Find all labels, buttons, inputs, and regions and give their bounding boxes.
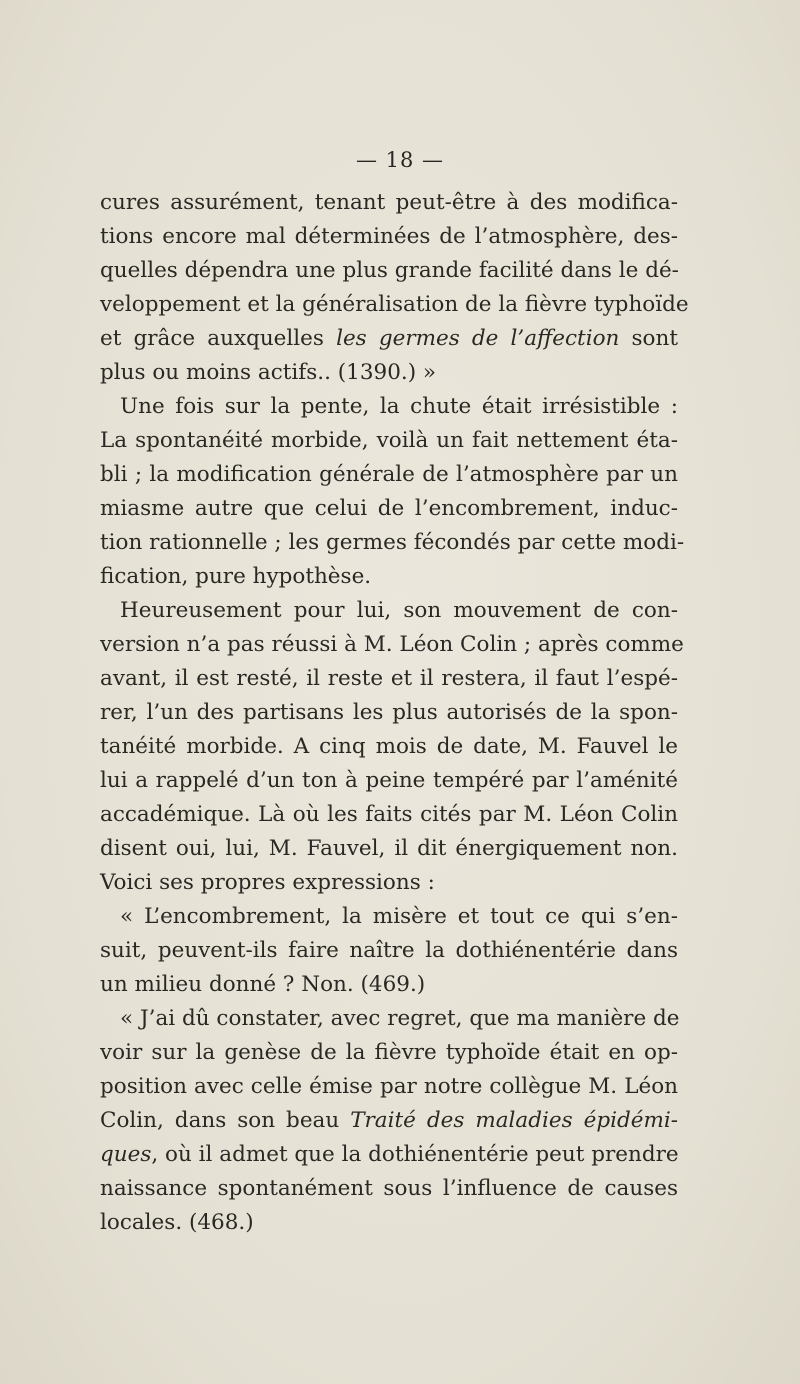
text-line: disent oui, lui, M. Fauvel, il dit énergiquement non. xyxy=(100,836,678,861)
text-line: locales. (468.) xyxy=(100,1210,254,1235)
text-run: sont xyxy=(619,326,678,351)
text-line: tanéité morbide. A cinq mois de date, M. Fauvel le xyxy=(100,734,678,759)
text-line: tions encore mal déterminées de l’atmosphère, des- xyxy=(100,224,678,249)
text-line: version n’a pas réussi à M. Léon Colin ; après comme xyxy=(100,632,684,657)
text-run: Colin, dans son beau xyxy=(100,1108,351,1133)
paragraph-first-line: Heureusement pour lui, son mouvement de con- xyxy=(120,598,678,623)
paragraph-first-line: Une fois sur la pente, la chute était irrésistible : xyxy=(120,394,678,419)
text-line: suit, peuvent-ils faire naître la dothiénentérie dans xyxy=(100,938,678,963)
text-line: Voici ses propres expressions : xyxy=(100,870,435,895)
text-line: lui a rappelé d’un ton à peine tempéré par l’aménité xyxy=(100,768,678,793)
italic-run: Traité des maladies épidémi- xyxy=(350,1108,678,1133)
page-number: — 18 — xyxy=(355,148,445,172)
text-line: La spontanéité morbide, voilà un fait nettement éta- xyxy=(100,428,678,453)
text-line: un milieu donné ? Non. (469.) xyxy=(100,972,426,997)
text-line: quelles dépendra une plus grande facilité dans le dé- xyxy=(100,258,679,283)
quote-first-line: « L’encombrement, la misère et tout ce qui s’en- xyxy=(120,904,678,929)
text-line: avant, il est resté, il reste et il restera, il faut l’espé- xyxy=(100,666,678,691)
text-line: veloppement et la généralisation de la fièvre typhoïde xyxy=(100,292,689,317)
text-line: tion rationnelle ; les germes fécondés par cette modi- xyxy=(100,530,685,555)
italic-run: ques xyxy=(100,1142,152,1167)
text-line: rer, l’un des partisans les plus autorisés de la spon- xyxy=(100,700,678,725)
text-line: naissance spontanément sous l’influence de causes xyxy=(100,1176,678,1201)
text-line xyxy=(100,322,678,356)
text-line: plus ou moins actifs.. (1390.) » xyxy=(100,360,437,385)
text-line: miasme autre que celui de l’encombrement, induc- xyxy=(100,496,678,521)
text-run: , où il admet que la dothiénentérie peut prendre xyxy=(151,1142,679,1167)
text-line: fication, pure hypothèse. xyxy=(100,564,372,589)
quote-first-line: « J’ai dû constater, avec regret, que ma manière de xyxy=(120,1006,680,1031)
text-line: accadémique. Là où les faits cités par M. Léon Colin xyxy=(100,802,678,827)
italic-run: les germes de l’affection xyxy=(336,326,620,351)
text-run: et grâce auxquelles xyxy=(100,326,337,351)
text-line xyxy=(100,1138,678,1172)
text-line xyxy=(100,1104,678,1138)
text-line: voir sur la genèse de la fièvre typhoïde était en op- xyxy=(100,1040,678,1065)
text-line: bli ; la modification générale de l’atmosphère par un xyxy=(100,462,678,487)
text-line: cures assurément, tenant peut-être à des modifica- xyxy=(100,190,678,215)
text-line: position avec celle émise par notre collègue M. Léon xyxy=(100,1074,678,1099)
